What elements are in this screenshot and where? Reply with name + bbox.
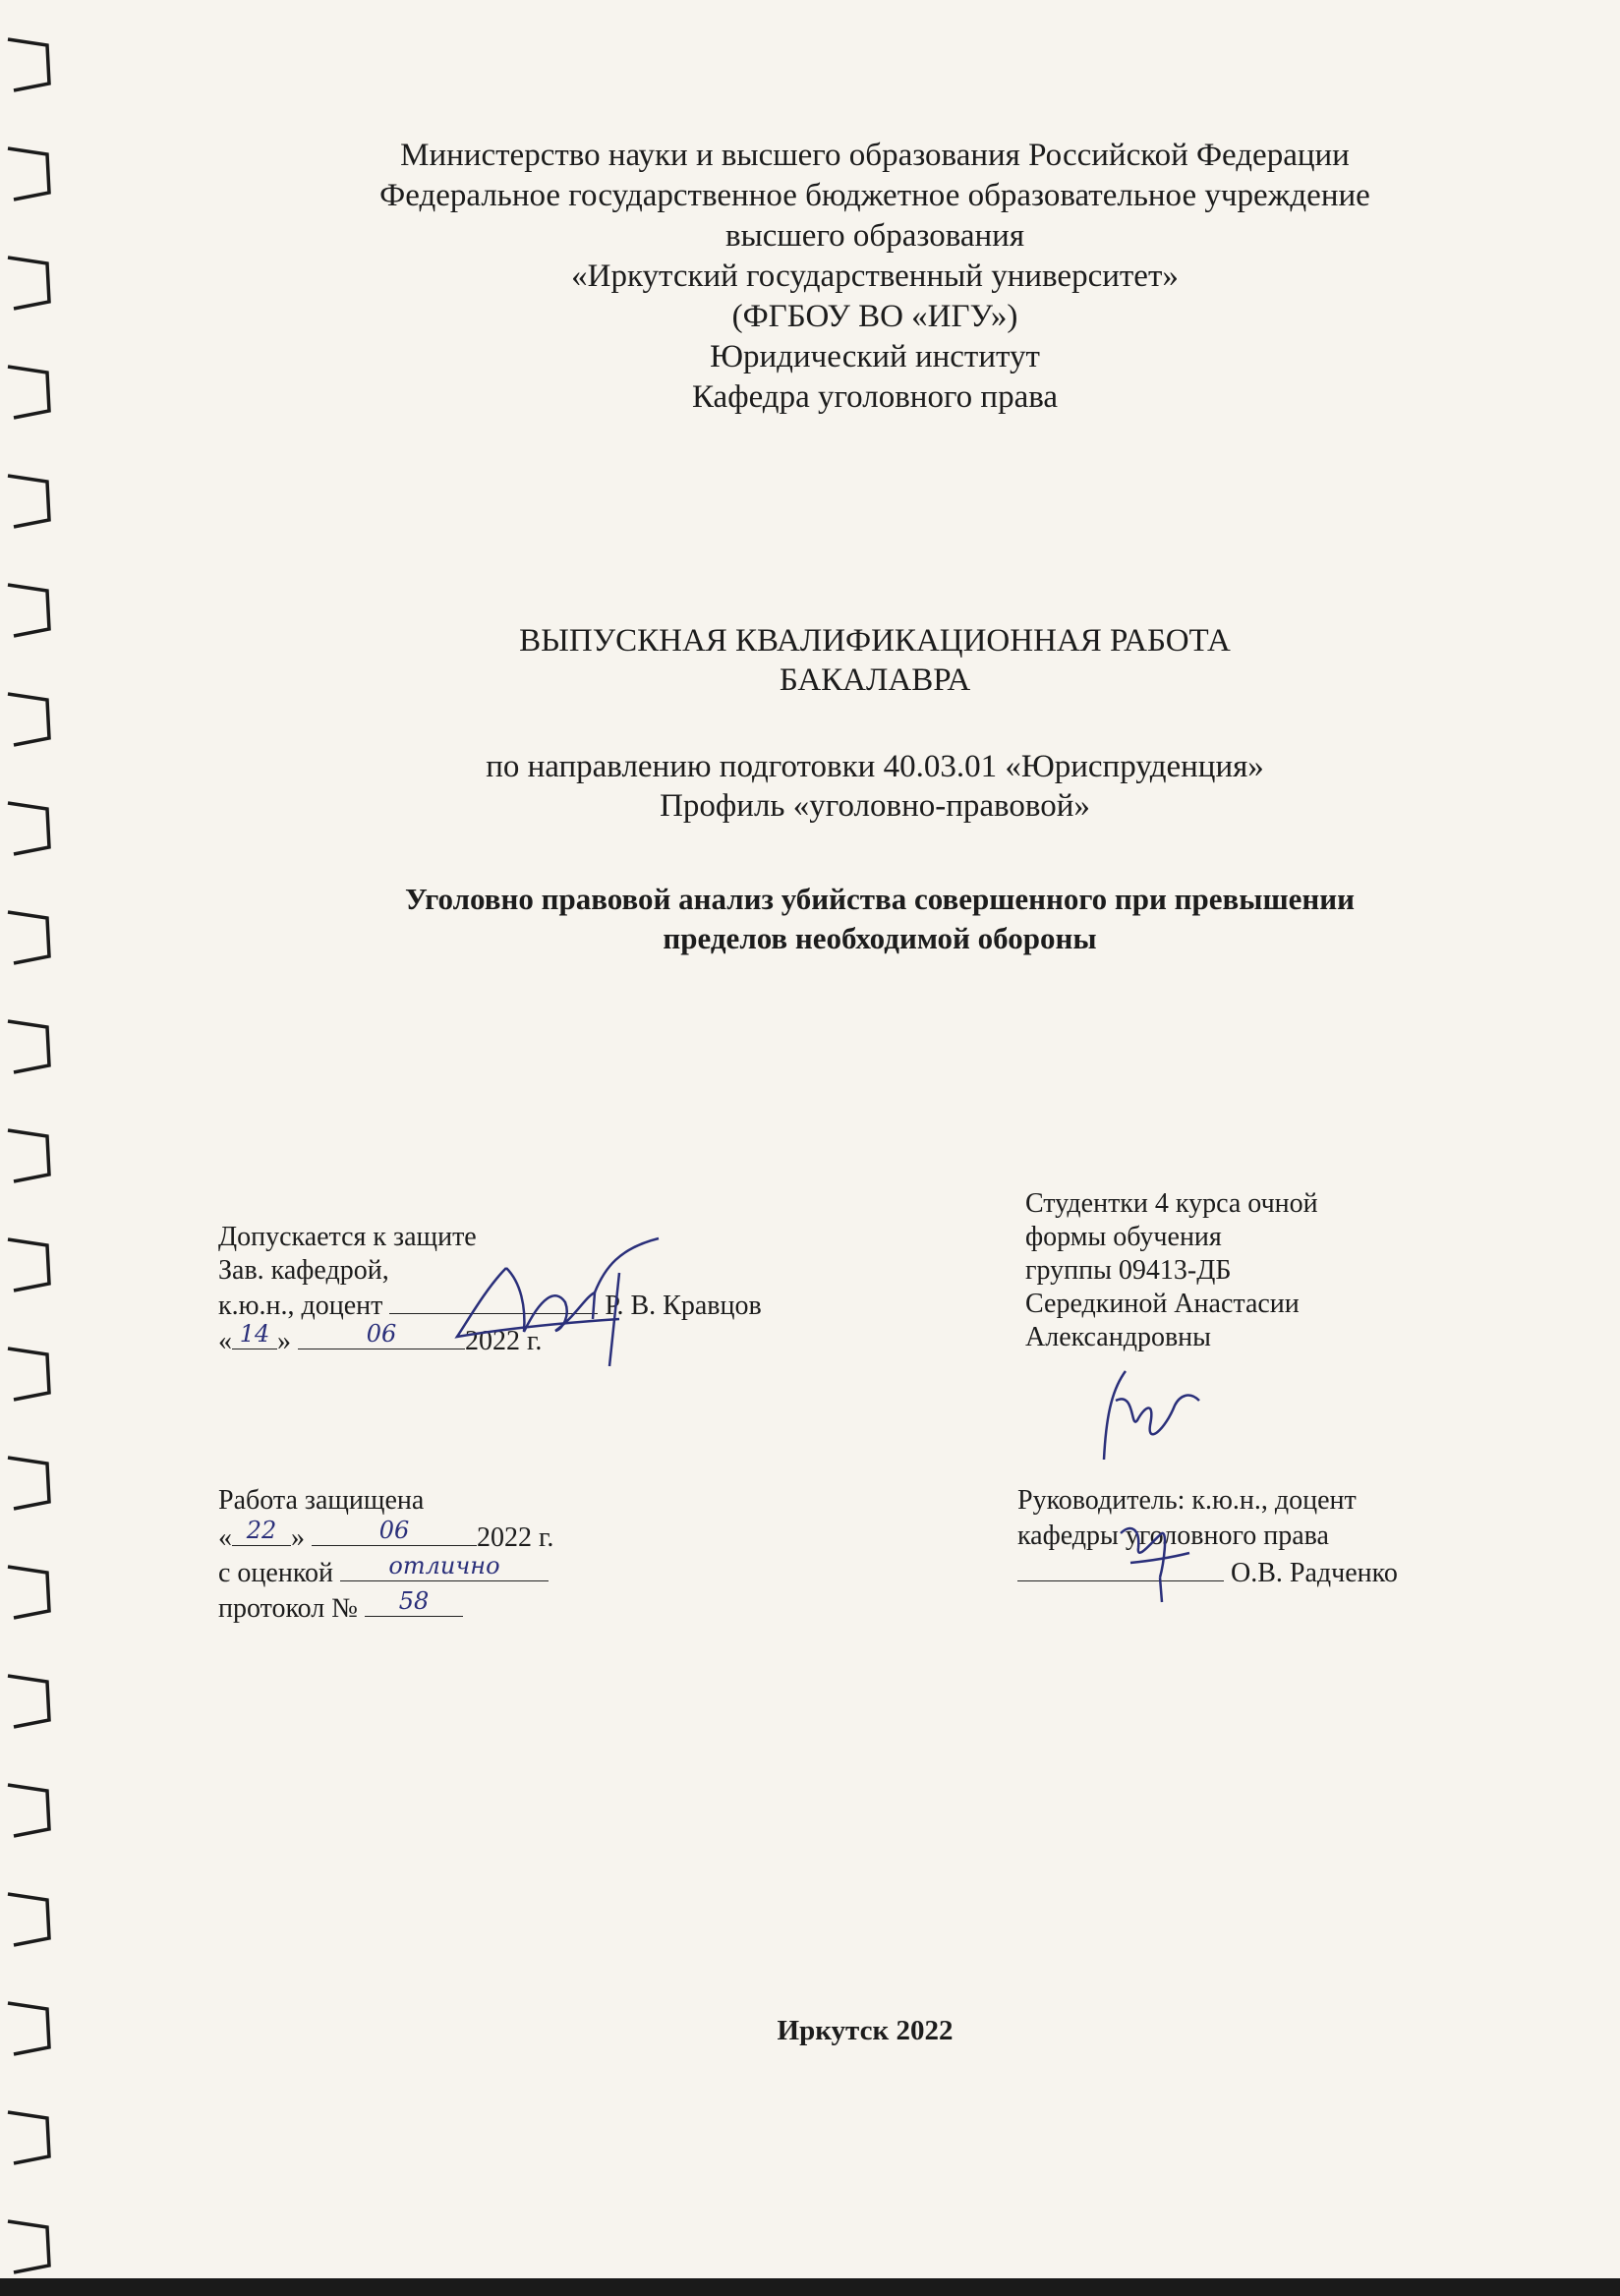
- thesis-topic: [0, 880, 1620, 958]
- header-university: «Иркутский государственный университет»: [571, 258, 1179, 294]
- student-signature-icon: [1076, 1361, 1214, 1469]
- supervisor-department: кафедры уголовного права: [1017, 1521, 1329, 1551]
- supervisor-name: О.В. Радченко: [1231, 1558, 1398, 1588]
- binding-hole: [8, 2112, 49, 2163]
- binding-hole: [8, 39, 49, 90]
- head-of-department-label: Зав. кафедрой,: [218, 1255, 389, 1286]
- defense-day-field: [232, 1517, 291, 1546]
- binding-hole: [8, 1894, 49, 1945]
- binding-hole: [8, 1567, 49, 1618]
- header-abbreviation: (ФГБОУ ВО «ИГУ»): [731, 299, 1018, 334]
- student-group: группы 09413-ДБ: [1025, 1255, 1232, 1286]
- binding-hole: [8, 1676, 49, 1727]
- date-quote-close: »: [277, 1326, 291, 1356]
- binding-hole: [8, 1458, 49, 1509]
- admission-label: Допускается к защите: [218, 1222, 477, 1252]
- protocol-line: [218, 1587, 463, 1626]
- study-profile-line: Профиль «уголовно-правовой»: [660, 788, 1090, 824]
- protocol-handwritten: 58: [398, 1587, 430, 1615]
- binding-hole: [8, 1021, 49, 1072]
- defense-date-line: [218, 1517, 554, 1555]
- defense-month-handwritten: 06: [378, 1517, 410, 1544]
- city-year: Иркутск 2022: [777, 2015, 954, 2046]
- thesis-topic-line2: пределов необходимой обороны: [663, 921, 1097, 955]
- student-surname-name: Середкиной Анастасии: [1025, 1289, 1300, 1319]
- protocol-label: протокол №: [218, 1593, 358, 1624]
- protocol-field: [365, 1587, 463, 1617]
- header-institution-type: Федеральное государственное бюджетное образовательное учреждение: [379, 178, 1370, 213]
- admission-month-field: [298, 1320, 465, 1349]
- student-course: Студентки 4 курса очной: [1025, 1188, 1318, 1219]
- work-title-line2: БАКАЛАВРА: [779, 662, 971, 698]
- binding-hole: [8, 476, 49, 527]
- grade-field: [340, 1552, 549, 1581]
- head-title: к.ю.н., доцент: [218, 1291, 383, 1321]
- date-quote-open: «: [218, 1522, 232, 1553]
- head-name: Р. В. Кравцов: [605, 1291, 762, 1321]
- admission-year: 2022 г.: [465, 1326, 543, 1356]
- defense-month-field: [312, 1517, 477, 1546]
- study-direction: [0, 747, 1620, 826]
- work-title-line1: ВЫПУСКНАЯ КВАЛИФИКАЦИОННАЯ РАБОТА: [519, 623, 1231, 659]
- thesis-topic-line1: Уголовно правовой анализ убийства совершенного при превышении: [405, 882, 1355, 916]
- institution-header: [0, 136, 1620, 418]
- header-education-level: высшего образования: [725, 218, 1024, 254]
- supervisor-title: Руководитель: к.ю.н., доцент: [1017, 1485, 1357, 1516]
- defense-day-handwritten: 22: [246, 1517, 277, 1544]
- binding-hole: [8, 694, 49, 745]
- header-department: Кафедра уголовного права: [691, 379, 1059, 415]
- defense-year: 2022 г.: [477, 1522, 554, 1553]
- admission-day-handwritten: 14: [239, 1320, 270, 1348]
- date-quote-open: «: [218, 1326, 232, 1356]
- admission-month-handwritten: 06: [366, 1320, 397, 1348]
- binding-hole: [8, 2221, 49, 2272]
- binding-hole: [8, 1349, 49, 1400]
- head-signature-icon: [447, 1229, 683, 1376]
- student-study-form: формы обучения: [1025, 1222, 1222, 1252]
- supervisor-signature-icon: [1101, 1504, 1209, 1612]
- grade-line: [218, 1552, 549, 1590]
- student-patronymic: Александровны: [1025, 1322, 1211, 1352]
- binding-hole: [8, 1239, 49, 1291]
- binding-hole: [8, 1785, 49, 1836]
- header-ministry: Министерство науки и высшего образования Российской Федерации: [400, 138, 1350, 173]
- header-institute: Юридический институт: [710, 339, 1040, 374]
- binding-hole: [8, 1130, 49, 1181]
- work-title: [0, 621, 1620, 700]
- grade-label: с оценкой: [218, 1558, 333, 1588]
- study-direction-line: по направлению подготовки 40.03.01 «Юриспруденция»: [486, 749, 1264, 784]
- grade-handwritten: отлично: [388, 1552, 500, 1579]
- admission-day-field: [232, 1320, 277, 1349]
- scan-bottom-edge: [0, 2278, 1620, 2296]
- defense-label: Работа защищена: [218, 1485, 425, 1516]
- date-quote-close: »: [291, 1522, 305, 1553]
